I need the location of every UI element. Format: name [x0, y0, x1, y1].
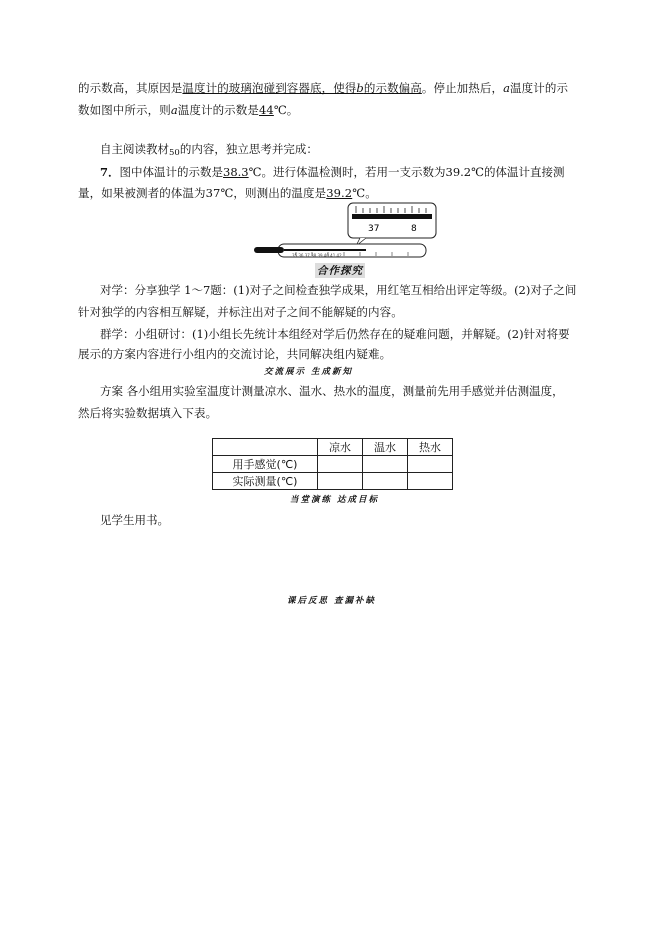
table-row: [213, 473, 453, 490]
text: 温度计的示: [510, 81, 569, 95]
experiment-table: [212, 438, 453, 490]
var-a: a: [170, 103, 178, 117]
see-student-book: 见学生用书。: [100, 513, 169, 527]
answer-38-3: 38.3: [223, 165, 249, 179]
text: ℃。: [352, 186, 377, 200]
duixue-line-1: 对学：分享独学 1～7题：(1)对子之间检查独学成果，用红笔互相给出评定等级。(2)对子之间: [100, 283, 577, 297]
text: 数如图中所示，则: [78, 103, 171, 117]
fangan-line-2: 然后将实验数据填入下表。: [78, 406, 218, 420]
thermometer-bulb: [254, 247, 284, 253]
text: 。停止加热后，: [421, 81, 504, 95]
label-37: 37: [368, 224, 380, 234]
answer-39-2: 39.2: [326, 186, 353, 200]
thermometer-figure: [0, 0, 661, 280]
text: ℃。: [273, 103, 299, 117]
text: 量，如果被测者的体温为: [78, 186, 206, 200]
value-37: 37: [205, 186, 221, 200]
answer-reason: 温度计的玻璃泡碰到容器底，使得: [182, 81, 357, 95]
table-header-cell: 热水: [408, 439, 453, 456]
table-cell: [363, 473, 408, 490]
text: 的示数高，其原因是: [78, 81, 183, 95]
var-b: b: [356, 81, 364, 95]
text: ℃，则测出的温度是: [220, 186, 327, 200]
table-cell: [408, 473, 453, 490]
thermometer-scale-labels: 35 36 37 38 39 40 41 42: [292, 253, 342, 258]
table-row-label: 实际测量(℃): [213, 473, 318, 490]
text: 温度计的示数是: [177, 103, 259, 117]
value-39-2: 39.2: [445, 165, 472, 179]
mercury-column-magnified: [352, 214, 432, 219]
magnified-scale-box: [348, 203, 436, 238]
answer-44: 44: [258, 103, 274, 117]
text: ℃。进行体温检测时，若用一支示数为: [248, 165, 446, 179]
section-kehou-fansi: 课后反思 查漏补缺: [287, 596, 376, 606]
text: 自主阅读教材: [100, 142, 169, 156]
table-cell: [408, 456, 453, 473]
label-8: 8: [411, 224, 417, 234]
text: 的内容，独立思考并完成：: [179, 142, 318, 156]
qunxue-line-1: 群学：小组研讨：(1)小组长先统计本组经对学后仍然存在的疑难问题，并解疑。(2)针对将要: [100, 327, 570, 341]
table-header-cell: 凉水: [318, 439, 363, 456]
fangan-line-1: 方案 各小组用实验室温度计测量凉水、温水、热水的温度，测量前先用手感觉并估测温度，: [100, 384, 564, 398]
section-hezuo-tanjiu: 合作探究: [317, 265, 363, 277]
qunxue-line-2: 展示的方案内容进行小组内的交流讨论，共同解决组内疑难。: [78, 347, 392, 361]
section-jiaoliu-zhanshi: 交流展示 生成新知: [264, 367, 353, 377]
question-number: 7．: [100, 165, 120, 179]
table-row: [213, 456, 453, 473]
answer-reason-end: 的示数偏高: [363, 81, 422, 95]
table-row-label: 用手感觉(℃): [213, 456, 318, 473]
table-header-cell: [213, 439, 318, 456]
page-subscript: 50: [169, 148, 180, 158]
text: 图中体温计的示数是: [119, 165, 224, 179]
duixue-line-2: 针对独学的内容相互解疑，并标注出对子之间不能解疑的内容。: [78, 305, 403, 319]
mercury-column: [284, 249, 366, 251]
table-cell: [318, 473, 363, 490]
table-cell: [363, 456, 408, 473]
section-dangtang-yanlian: 当堂演练 达成目标: [290, 495, 379, 505]
var-a: a: [503, 81, 511, 95]
table-header-cell: 温水: [363, 439, 408, 456]
table-cell: [318, 456, 363, 473]
text: ℃的体温计直接测: [471, 165, 565, 179]
table-header-row: [213, 439, 453, 456]
